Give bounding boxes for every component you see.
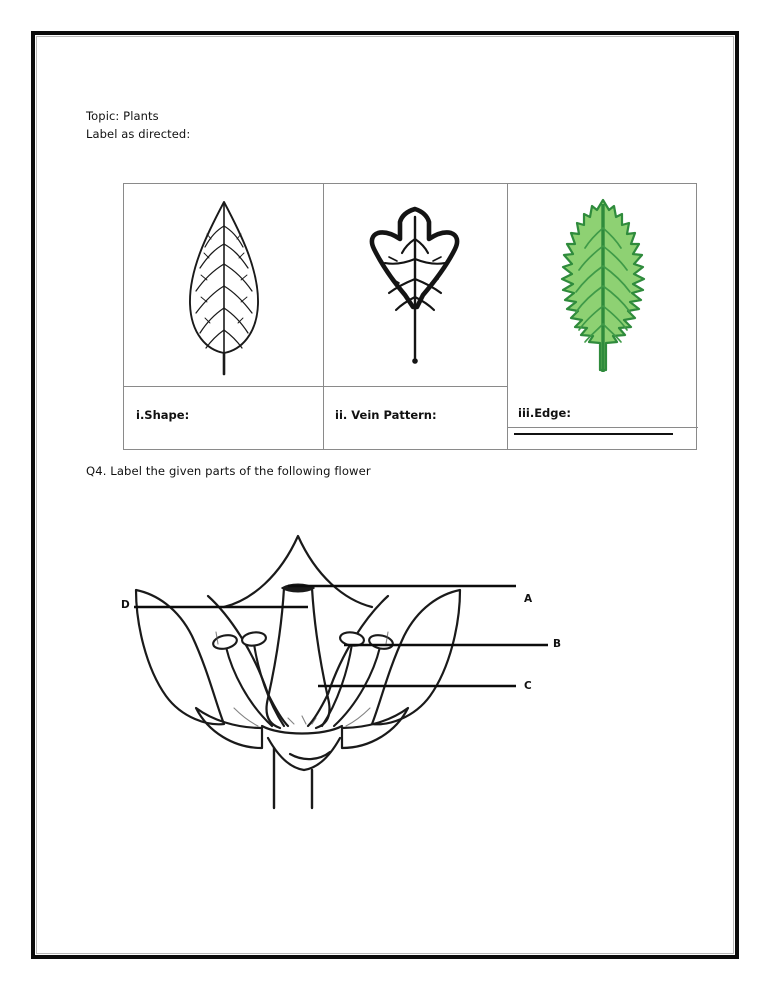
topic-line: Topic: Plants (86, 109, 159, 123)
leaf-prompt-edge: iii.Edge: (518, 406, 571, 420)
lobed-leaf-icon (359, 195, 471, 375)
table-row-divider (507, 427, 698, 428)
leaf-image-lobed (323, 184, 507, 386)
flower-label-c: C (524, 680, 532, 692)
leaf-table (123, 183, 697, 450)
leaf-image-serrated-green (507, 184, 698, 386)
flower-label-d: D (121, 599, 130, 611)
flower-cross-section-icon (112, 512, 572, 812)
flower-diagram (112, 512, 572, 812)
leaf-image-ovate (124, 184, 323, 386)
page-border (31, 31, 739, 959)
table-row-divider (124, 386, 323, 387)
table-row-divider (323, 386, 507, 387)
ovate-leaf-icon (169, 192, 279, 378)
flower-label-a: A (524, 593, 533, 605)
leaf-prompt-shape: i.Shape: (136, 408, 190, 422)
question-line: Q4. Label the given parts of the following flower (86, 464, 371, 478)
instruction-line: Label as directed: (86, 127, 191, 141)
serrated-green-leaf-icon (547, 194, 659, 376)
flower-label-b: B (553, 638, 562, 650)
edge-answer-rule (514, 433, 673, 435)
leaf-prompt-vein-pattern: ii. Vein Pattern: (335, 408, 437, 422)
